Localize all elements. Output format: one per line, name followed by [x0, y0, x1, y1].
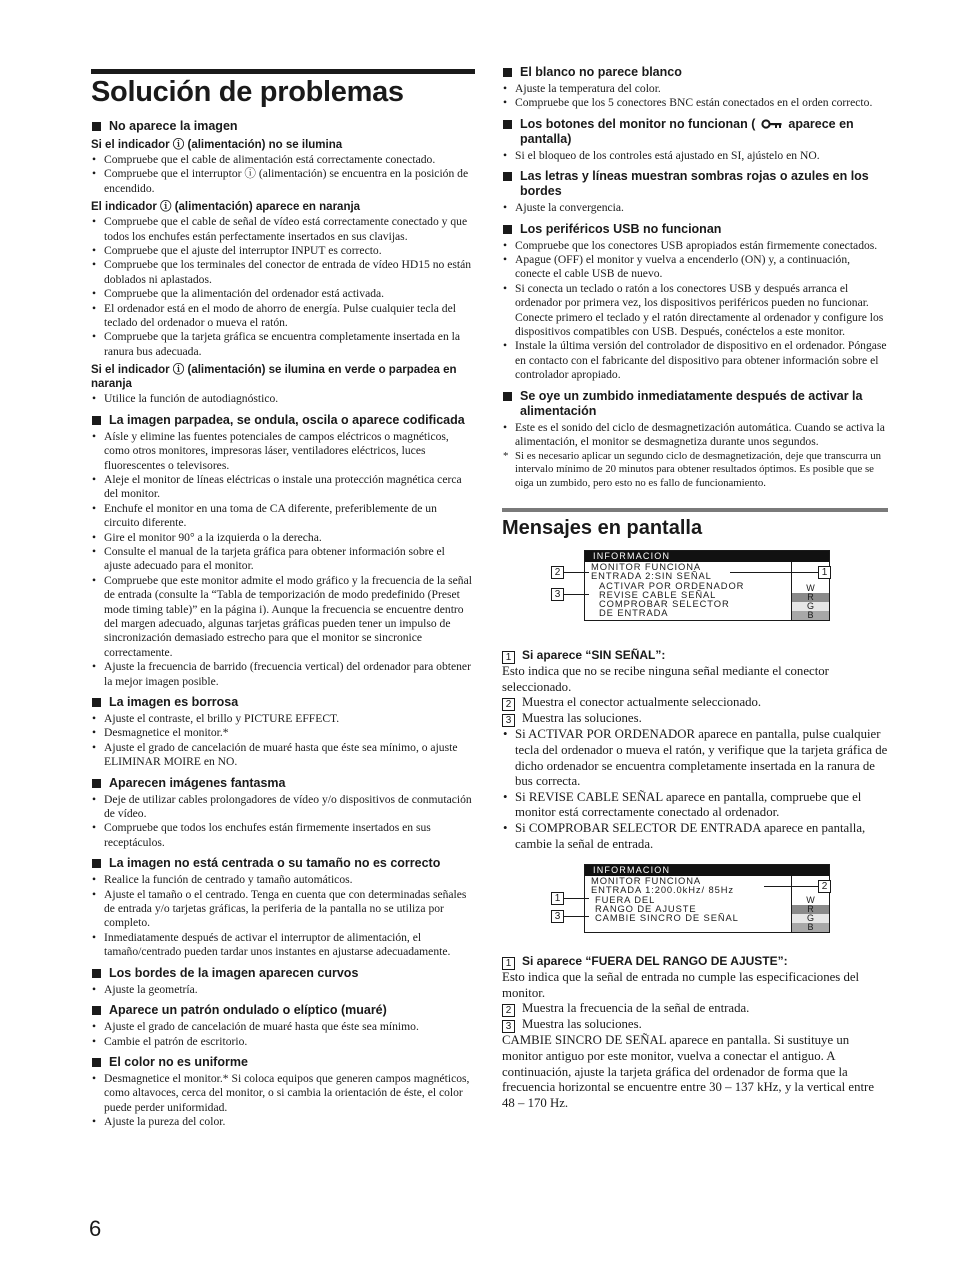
- list-item: • Compruebe que los terminales del conector de entrada de vídeo HD15 no están doblados ni aplastados.: [91, 258, 474, 287]
- list-item: • Desmagnetice el monitor.*: [91, 726, 474, 740]
- list-item: • Si ACTIVAR POR ORDENADOR aparece en pantalla, pulse cualquier tecla del ordenador o mueva el ratón, y verifique que la tarjeta gráfica de dicho ordenador se encuentra completamente insertada en la ranura de bus correcta.: [502, 727, 888, 789]
- leader-line: [564, 572, 589, 573]
- list-item: • Si COMPROBAR SELECTOR DE ENTRADA aparece en pantalla, cambie la señal de entrada.: [502, 821, 888, 852]
- square-bullet-icon: [92, 859, 101, 868]
- list-item: • Ajuste la geometría.: [91, 983, 474, 997]
- osd-line: MONITOR FUNCIONA: [591, 875, 702, 887]
- osd-diagram-out-of-range: [502, 864, 888, 940]
- leader-line: [564, 898, 589, 899]
- message-heading: 1 Si aparece “FUERA DEL RANGO DE AJUSTE”:: [502, 954, 888, 970]
- list-item: • Aleje el monitor de líneas eléctricas o instale una protección magnética cerca del monitor.: [91, 473, 474, 502]
- number-box: 2: [502, 698, 515, 711]
- section-no-image: No aparece la imagen: [91, 119, 474, 134]
- leader-line: [764, 886, 818, 887]
- list-item: • Este es el sonido del ciclo de desmagnetización automática. Cuando se activa la alimentación, el monitor se desmagnetiza durante unos segundos.: [502, 421, 888, 450]
- list-item: • Ajuste la convergencia.: [502, 201, 888, 215]
- list-item: • Ajuste el grado de cancelación de muaré hasta que éste sea mínimo, o ajuste ELIMINAR MOIRE en NO.: [91, 741, 474, 770]
- square-bullet-icon: [92, 969, 101, 978]
- subheading: El indicador ⓘ (alimentación) aparece en naranja: [91, 201, 361, 214]
- osd-line: DE ENTRADA: [599, 607, 669, 619]
- message-intro: Esto indica que no se recibe ninguna señal mediante el conector seleccionado.: [502, 664, 829, 694]
- section-moire: Aparece un patrón ondulado o elíptico (muaré): [91, 1003, 474, 1018]
- bullet-list: [91, 983, 474, 997]
- list-item: • Si conecta un teclado o ratón a los conectores USB y después arranca el ordenador por primera vez, los dispositivos periféricos pueden no funcionar. Conecte primero el teclado y el ratón directamente al ordenador y configure los dispositivos compatibles con USB. Después, conéctelos a este monitor.: [502, 282, 888, 340]
- list-item: • Compruebe que la tarjeta gráfica se encuentra completamente insertada en la ranura bus adecuada.: [91, 330, 474, 359]
- swatch-b: B: [792, 923, 829, 932]
- numbered-line: 3 Muestra las soluciones.: [502, 711, 888, 727]
- bullet-list: [91, 793, 474, 851]
- list-item: • Deje de utilizar cables prolongadores de vídeo y/o dispositivos de conmutación de vídeo.: [91, 793, 474, 822]
- list-item: • Compruebe que la alimentación del ordenador está activada.: [91, 287, 474, 301]
- swatch-w: W: [792, 896, 829, 905]
- section-blurry: La imagen es borrosa: [91, 695, 474, 710]
- list-item: • Realice la función de centrado y tamaño automáticos.: [91, 873, 474, 887]
- page-title: Solución de problemas: [91, 76, 404, 108]
- square-bullet-icon: [92, 698, 101, 707]
- swatch-g: G: [792, 914, 829, 923]
- bullet-list: [502, 149, 888, 163]
- section-title-messages: Mensajes en pantalla: [502, 517, 703, 540]
- section-white: El blanco no parece blanco: [502, 65, 888, 80]
- list-item: • Utilice la función de autodiagnóstico.: [91, 392, 474, 406]
- swatch-w: W: [792, 584, 829, 593]
- list-item: • Ajuste la frecuencia de barrido (frecuencia vertical) del ordenador para obtener la mejor imagen posible.: [91, 660, 474, 689]
- list-item: • Compruebe que los conectores USB apropiados están firmemente conectados.: [502, 239, 888, 253]
- list-item: • Enchufe el monitor en una toma de CA diferente, preferiblemente de un circuito diferente.: [91, 502, 474, 531]
- list-item: • Inmediatamente después de activar el interruptor de alimentación, el tamaño/centrado pueden tardar unos instantes en ajustarse adecuadamente.: [91, 931, 474, 960]
- section-shadows: Las letras y líneas muestran sombras rojas o azules en los bordes: [502, 169, 888, 199]
- section-flicker: La imagen parpadea, se ondula, oscila o aparece codificada: [91, 413, 474, 428]
- callout-3: 3: [551, 910, 564, 923]
- osd-body: [585, 876, 829, 932]
- osd-body: [585, 562, 829, 620]
- section-usb: Los periféricos USB no funcionan: [502, 222, 888, 237]
- page-number: 6: [89, 1216, 102, 1241]
- leader-line: [564, 594, 589, 595]
- swatch-g: G: [792, 602, 829, 611]
- osd-line: FUERA DEL: [595, 893, 656, 905]
- osd-line: COMPROBAR SELECTOR: [599, 598, 730, 610]
- section-color-uniformity: El color no es uniforme: [91, 1055, 474, 1070]
- subheading: Si el indicador ⓘ (alimentación) se ilumina en verde o parpadea en naranja: [91, 364, 457, 391]
- section-ghosting: Aparecen imágenes fantasma: [91, 776, 474, 791]
- list-item: • El ordenador está en el modo de ahorro de energía. Pulse cualquier tecla del teclado del ordenador o mueva el ratón.: [91, 302, 474, 331]
- leader-line: [564, 916, 589, 917]
- list-item: • Ajuste el contraste, el brillo y PICTURE EFFECT.: [91, 712, 474, 726]
- list-item: • Compruebe que el interruptor ⓘ (alimentación) se encuentra en la posición de encendido.: [91, 167, 474, 196]
- key-lock-icon: [761, 119, 783, 129]
- list-item: • Gire el monitor 90° a la izquierda o la derecha.: [91, 531, 474, 545]
- leader-line: [730, 572, 818, 573]
- osd-window: [584, 550, 830, 621]
- subheading: Si el indicador ⓘ (alimentación) no se ilumina: [91, 139, 343, 151]
- number-box: 3: [502, 714, 515, 727]
- list-item: • Ajuste el tamaño o el centrado. Tenga en cuenta que con determinadas señales de entrada y/o tarjetas gráficas, la periferia de la pantalla no se utiliza por completo.: [91, 888, 474, 931]
- osd-line: CAMBIE SINCRO DE SEÑAL: [595, 912, 739, 924]
- list-item: • Compruebe que todos los enchufes están firmemente insertados en sus receptáculos.: [91, 821, 474, 850]
- list-item: • Desmagnetice el monitor.* Si coloca equipos que generen campos magnéticos, como altavoces, cerca del monitor, o si cambia la orientación de éste, el color puede perder uniformidad.: [91, 1072, 474, 1115]
- square-bullet-icon: [92, 779, 101, 788]
- square-bullet-icon: [92, 416, 101, 425]
- square-bullet-icon: [92, 1058, 101, 1067]
- list-item: • Aísle y elimine las fuentes potenciales de campos eléctricos o magnéticos, como otros monitores, impresoras láser, ventiladores eléctricos, luces fluorescentes o televisores.: [91, 430, 474, 473]
- list-item: • Compruebe que este monitor admite el modo gráfico y la frecuencia de la señal de entrada (consulte la “Tabla de temporización de modo predefinido (Preset mode timing table)” en la página i). Aunque la frecuencia se encuentre dentro del margen adecuado, algunas tarjetas gráficas pueden tener un impulso de sincronización demasiado estrecho para que el monitor se sincronice correctamente.: [91, 574, 474, 660]
- number-box: 1: [502, 651, 515, 664]
- callout-3: 3: [551, 588, 564, 601]
- callout-2: 2: [551, 566, 564, 579]
- swatch-r: R: [792, 905, 829, 914]
- number-box: 2: [502, 1004, 515, 1017]
- list-item: • Si REVISE CABLE SEÑAL aparece en pantalla, compruebe que el monitor está correctamente conectado al ordenador.: [502, 790, 888, 821]
- section-centering: La imagen no está centrada o su tamaño no es correcto: [91, 856, 474, 871]
- list-item: • Si el bloqueo de los controles está ajustado en SI, ajústelo en NO.: [502, 149, 888, 163]
- osd-line: MONITOR FUNCIONA: [591, 561, 702, 573]
- numbered-line: 3 Muestra las soluciones.: [502, 1017, 888, 1033]
- bullet-list: [91, 392, 474, 406]
- list-item: • Compruebe que los 5 conectores BNC están conectados en el orden correcto.: [502, 96, 888, 110]
- square-bullet-icon: [92, 1006, 101, 1015]
- list-item: • Cambie el patrón de escritorio.: [91, 1035, 474, 1049]
- left-column: [91, 113, 474, 1130]
- bullet-list: [502, 239, 888, 383]
- list-item: • Compruebe que el cable de alimentación está correctamente conectado.: [91, 153, 474, 167]
- osd-diagram-no-signal: [502, 550, 888, 634]
- right-column: [502, 59, 888, 1111]
- bullet-list: [502, 82, 888, 111]
- message-intro: Esto indica que la señal de entrada no cumple las especificaciones del monitor.: [502, 970, 860, 1000]
- swatch-r: R: [792, 593, 829, 602]
- square-bullet-icon: [503, 68, 512, 77]
- square-bullet-icon: [92, 122, 101, 131]
- bullet-list: [91, 873, 474, 959]
- callout-1: 1: [818, 566, 831, 579]
- square-bullet-icon: [503, 120, 512, 129]
- square-bullet-icon: [503, 392, 512, 401]
- message-outro: CAMBIE SINCRO DE SEÑAL aparece en pantalla. Si sustituye un monitor antiguo por este monitor, vuelva a conectar el antiguo. A continuación, ajuste la tarjeta gráfica del ordenador de forma que la frecuencia horizontal se encuentre entre 30 – 137 kHz, y la vertical entre 48 – 170 Hz.: [502, 1033, 874, 1110]
- osd-header: INFORMACION: [585, 551, 829, 562]
- section-buttons: Los botones del monitor no funcionan ( aparece en pantalla): [502, 117, 888, 147]
- bullet-list: [502, 421, 888, 450]
- callout-1: 1: [551, 892, 564, 905]
- osd-window: [584, 864, 830, 933]
- bullet-list: [502, 727, 888, 852]
- bullet-list: [91, 215, 474, 359]
- footnote-list: [502, 450, 888, 491]
- bullet-list: [91, 1020, 474, 1049]
- square-bullet-icon: [503, 225, 512, 234]
- title-rule: [91, 69, 475, 74]
- osd-header: INFORMACION: [585, 865, 829, 876]
- list-item: • Apague (OFF) el monitor y vuelva a encenderlo (ON) y, a continuación, conecte el cable USB de nuevo.: [502, 253, 888, 282]
- list-item: • Instale la última versión del controlador de dispositivo en el ordenador. Póngase en contacto con el fabricante del dispositivo para obtener información sobre el controlador apropiado.: [502, 339, 888, 382]
- numbered-line: 2 Muestra la frecuencia de la señal de entrada.: [502, 1001, 888, 1017]
- list-item: • Ajuste la pureza del color.: [91, 1115, 474, 1129]
- numbered-line: 2 Muestra el conector actualmente seleccionado.: [502, 695, 888, 711]
- square-bullet-icon: [503, 172, 512, 181]
- list-item: • Ajuste la temperatura del color.: [502, 82, 888, 96]
- osd-line: ACTIVAR POR ORDENADOR: [599, 579, 745, 591]
- number-box: 1: [502, 957, 515, 970]
- section-curved-edges: Los bordes de la imagen aparecen curvos: [91, 966, 474, 981]
- bullet-list: [91, 430, 474, 689]
- swatch-b: B: [792, 611, 829, 620]
- footnote: * Si es necesario aplicar un segundo ciclo de desmagnetización, deje que transcurra un intervalo mínimo de 20 minutos para obtener resultados óptimos. Es posible que se oiga un zumbido, pero esto no es fallo de funcionamiento.: [502, 450, 888, 491]
- section-hum: Se oye un zumbido inmediatamente después de activar la alimentación: [502, 389, 888, 419]
- callout-2: 2: [818, 880, 831, 893]
- bullet-list: [91, 153, 474, 196]
- list-item: • Compruebe que el ajuste del interruptor INPUT es correcto.: [91, 244, 474, 258]
- message-heading: 1 Si aparece “SIN SEÑAL”:: [502, 648, 888, 664]
- osd-line: RANGO DE AJUSTE: [595, 902, 697, 914]
- osd-line: REVISE CABLE SEÑAL: [599, 588, 717, 600]
- bullet-list: [91, 1072, 474, 1130]
- bullet-list: [91, 712, 474, 770]
- number-box: 3: [502, 1020, 515, 1033]
- list-item: • Consulte el manual de la tarjeta gráfica para obtener información sobre el ajuste adecuado para el monitor.: [91, 545, 474, 574]
- section-rule: [502, 508, 888, 512]
- osd-line: ENTRADA 1:200.0kHz/ 85Hz: [591, 884, 735, 896]
- bullet-list: [502, 201, 888, 215]
- list-item: • Compruebe que el cable de señal de vídeo está correctamente conectado y que todos los enchufes están perfectamente insertados en sus clavijas.: [91, 215, 474, 244]
- osd-line: ENTRADA 2:SIN SEÑAL: [591, 570, 712, 582]
- list-item: • Ajuste el grado de cancelación de muaré hasta que éste sea mínimo.: [91, 1020, 474, 1034]
